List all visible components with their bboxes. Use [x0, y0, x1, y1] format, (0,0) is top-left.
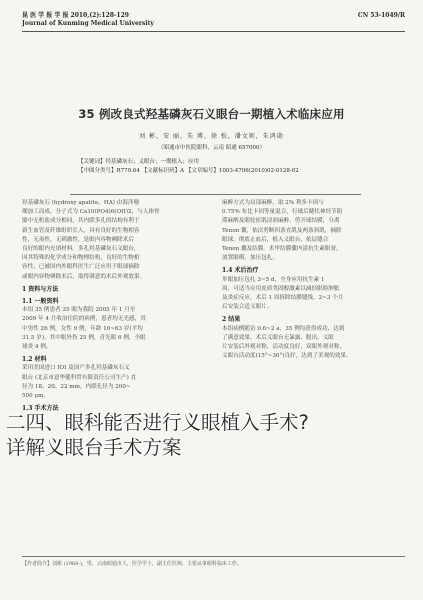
body-text-line: 31.5 岁)。其中眼外伤 25 例，青光眼 6 例，全眼: [22, 334, 146, 341]
body-text-line: 性，无毒性，无刺激性，是眼内容物剜除术后: [22, 236, 134, 243]
body-text-line: Tenon 囊，依次剪断四条直肌及两条斜肌，摘除: [222, 227, 342, 234]
body-text-line: 0.75% 布比卡因等量混合，行球后睫状神经节阻: [222, 209, 343, 216]
body-text-line: 滞麻醉及眼轮匝肌浸润麻醉。剪开球结膜，分离: [222, 218, 340, 225]
body-text-line: 或眼内容物剜除术后，取得满意的术后外观效果。: [22, 273, 146, 280]
body-text-line: 单眼加压包扎 3~5 d，全身应用抗生素 1: [222, 276, 325, 283]
article-authors: 刘 彬，安 丽，朱 博，徐 松，潘文则，朱鸿勋: [139, 133, 284, 140]
section-heading: 1.3 手术方法: [22, 405, 59, 413]
body-text-line: Tenon 囊及结膜。术毕结膜囊内涂抗生素眼膏，: [222, 246, 342, 253]
body-text-line: 采用美国进口 IOI 及国产多孔羟基磷灰石义: [22, 365, 130, 372]
journal-code: CN 53-1049/R: [357, 12, 405, 19]
article-affiliation: （昭通市中医院眼科，云南 昭通 657000）: [158, 145, 265, 151]
footnote-divider: [22, 556, 405, 557]
overlay-title-line2: 详解义眼台手术方案: [6, 436, 182, 459]
abstract-block: [78, 158, 353, 176]
body-text-line: 后安装合适义眼片。: [222, 304, 273, 311]
body-text-line: 本组病例随访 0.6~2 a，35 例均获得成功，达到: [222, 325, 345, 332]
body-text-line: 片安装后外观对称，活动度良好，双眼外观对称，: [222, 344, 346, 351]
body-text-line: 新生血管及纤维组织长入，具有良好的生物相容: [22, 227, 140, 234]
body-text-line: 骼中无机盐成分相同，其内联多孔的结构有利于: [22, 218, 140, 225]
body-text-line: 瑚加工而成，分子式为 Ca10(PO4)6(OH)2，与人体骨: [22, 209, 160, 216]
body-text-line: 义眼台活动度(15°~30°)良好，达到了美观的效果。: [222, 353, 352, 360]
body-text-line: 中男性 26 例，女性 9 例，年龄 10~63 岁(平均: [22, 325, 143, 332]
left-column: [22, 199, 207, 413]
section-heading: 1.2 材料: [22, 356, 47, 364]
author-footnote: 【作者简介】刘彬 (1968-)，男，云南昭通市人，医学学士，副主任医师，主要从事眼科临床工作。: [22, 561, 242, 567]
body-text-line: 麻醉方式为局部麻醉，取 2% 利多卡因与: [222, 200, 324, 206]
article-title: 35 例改良式羟基磷灰石义眼台一期植入术临床应用: [78, 107, 345, 121]
right-column: [222, 199, 407, 361]
body-text-line: 球炎 4 例。: [22, 344, 52, 351]
overlay-title: [0, 410, 423, 464]
section-heading: 1.1 一般资料: [22, 298, 59, 306]
body-text-line: 2009 年 4 月收治住院的病例，患者均无光感，其: [22, 316, 146, 323]
header-divider: [22, 31, 405, 32]
keywords-line: 【关键词】羟基磷灰石；义眼台；一期植入；应用: [78, 159, 200, 165]
body-text-line: 因其特殊的化学成分和物理结构，良好的生物相: [22, 255, 140, 262]
overlay-title-line1: 二四、眼科能否进行义眼植入手术?: [6, 411, 309, 434]
body-text-line: 及炎症反应。术后 1 周拆除结膜缝线，2~3 个月: [222, 295, 344, 302]
section-heading: 2 结果: [222, 316, 241, 324]
section-heading: 1.4 术后治疗: [222, 267, 259, 275]
body-text-line: 径为 18、20、22 mm，内联孔径为 200~: [22, 383, 131, 390]
journal-header-line1: 昆 医 学 报 学 报 2010,(2):128-129: [22, 12, 129, 19]
classification-line: 【中图分类号】R779.64 【文献标识码】A 【文章编号】1003-4706(2010)02-0128-02: [78, 168, 299, 174]
section-heading: 1 资料与方法: [22, 285, 59, 293]
journal-header: [22, 12, 154, 28]
body-text-line: 本组 35 例患者 35 眼为我院 2005 年 1 月至: [22, 307, 136, 314]
body-text-line: 500 μm。: [22, 393, 49, 400]
body-text-line: 容性，已被国内外眼科医生广泛应用于眼球摘除: [22, 264, 140, 271]
journal-header-line2: Journal of Kunming Medical University: [22, 20, 154, 27]
body-text-line: 放置眼模，加压包扎。: [222, 255, 278, 262]
body-text-line: 眼台 (北京市意华健科贸有限责任公司生产) 直: [22, 374, 137, 381]
body-text-line: 眼球。彻底止血后，植入义眼台，依层缝合: [222, 236, 329, 243]
abstract-divider: [70, 194, 361, 195]
body-text-line: 了满意效果。术后义眼台无暴露、脱出，义眼: [222, 334, 334, 341]
body-text-line: 周，可适当应用皮质类固醇激素以减轻眼睑肿胀: [222, 285, 340, 292]
body-text-line: 羟基磷灰石 (hydroxy apatite，HA) 由海洋珊: [22, 200, 140, 206]
body-text-line: 良好的眼内充填材料。多孔羟基磷灰石义眼台，: [22, 246, 140, 253]
